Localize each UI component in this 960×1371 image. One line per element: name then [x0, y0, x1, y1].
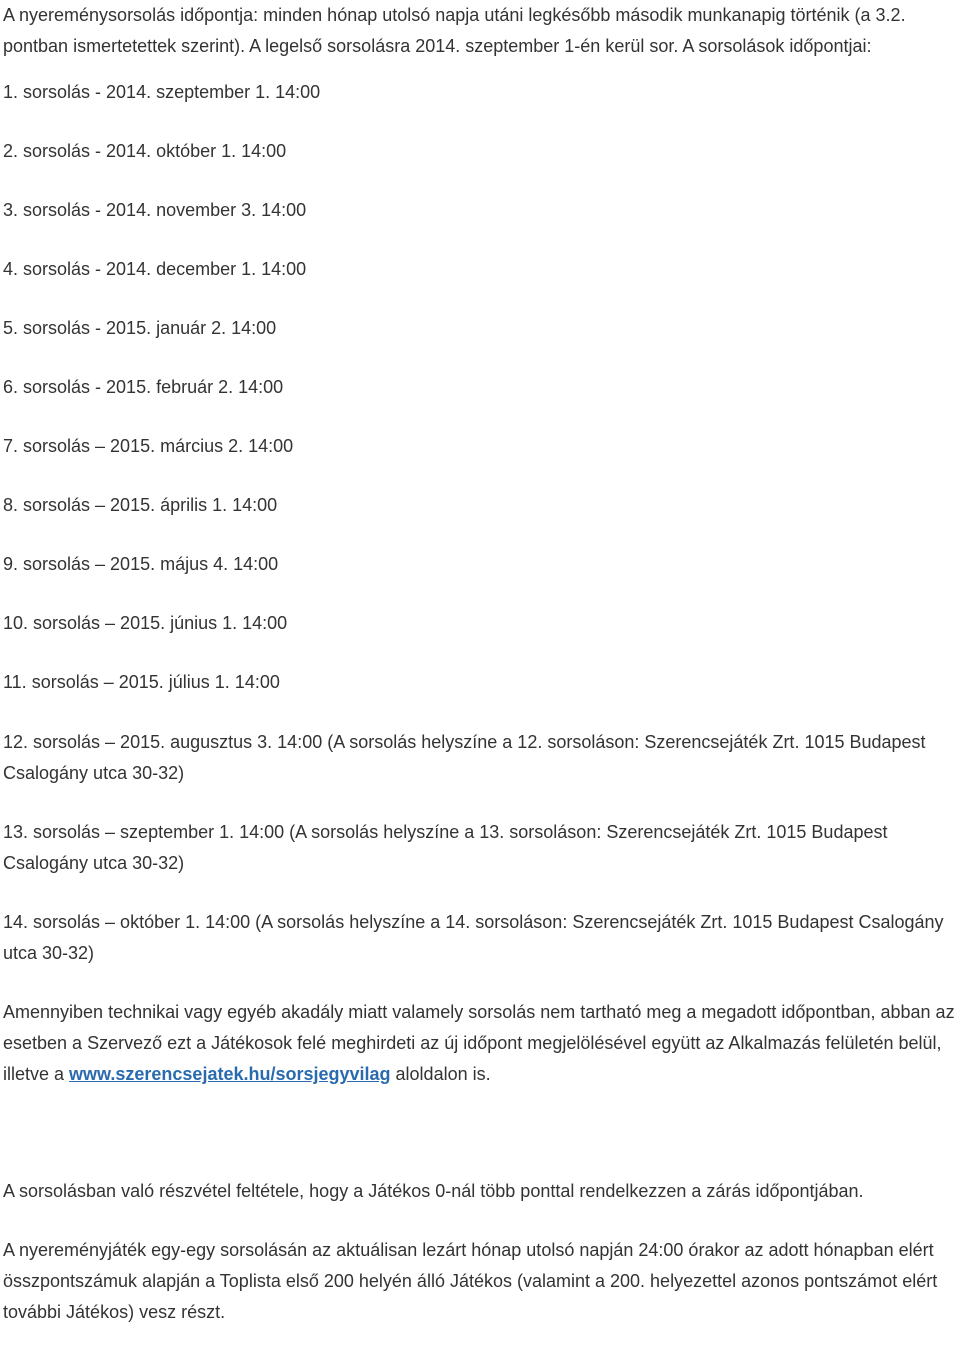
reschedule-paragraph	[3, 997, 958, 1090]
reschedule-text-before: Amennyiben technikai vagy egyéb akadály miatt valamely sorsolás nem tartható meg a megadott időpontban, abban az esetben a Szervező ezt a Játékosok felé meghirdeti az új időpont megjelölésével együtt az Alkalmazás felületén belül, illetve a	[3, 1002, 955, 1084]
intro-paragraph: A nyereménysorsolás időpontja: minden hónap utolsó napja utáni legkésőbb második munkanapig történik (a 3.2. pontban ismertetettek szerint). A legelső sorsolásra 2014. szeptember 1-én kerül sor. A sorsolások időpontjai:	[3, 5, 906, 56]
list-item: 10. sorsolás – 2015. június 1. 14:00	[3, 613, 288, 633]
list-item: 5. sorsolás - 2015. január 2. 14:00	[3, 318, 277, 338]
list-item: 12. sorsolás – 2015. augusztus 3. 14:00 (A sorsolás helyszíne a 12. sorsoláson: Szerencsejáték Zrt. 1015 Budapest Csalogány utca 30-32)	[3, 732, 926, 783]
participation-condition-paragraph: A sorsolásban való részvétel feltétele, hogy a Játékos 0-nál több ponttal rendelkezzen a zárás időpontjában.	[3, 1181, 864, 1201]
sorsjegyvilag-link[interactable]: www.szerencsejatek.hu/sorsjegyvilag	[69, 1064, 391, 1084]
list-item: 1. sorsolás - 2014. szeptember 1. 14:00	[3, 82, 321, 102]
list-item: 13. sorsolás – szeptember 1. 14:00 (A sorsolás helyszíne a 13. sorsoláson: Szerencsejáték Zrt. 1015 Budapest Csalogány utca 30-32)	[3, 822, 888, 873]
reschedule-text-after: aloldalon is.	[390, 1064, 491, 1084]
draw-schedule-list	[3, 78, 958, 969]
list-item: 6. sorsolás - 2015. február 2. 14:00	[3, 377, 284, 397]
list-item: 2. sorsolás - 2014. október 1. 14:00	[3, 141, 287, 161]
list-item: 14. sorsolás – október 1. 14:00 (A sorsolás helyszíne a 14. sorsoláson: Szerencsejáték Zrt. 1015 Budapest Csalogány utca 30-32)	[3, 912, 944, 963]
list-item: 4. sorsolás - 2014. december 1. 14:00	[3, 259, 307, 279]
document-page	[3, 0, 958, 1328]
list-item: 3. sorsolás - 2014. november 3. 14:00	[3, 200, 307, 220]
list-item: 8. sorsolás – 2015. április 1. 14:00	[3, 495, 278, 515]
toplist-paragraph: A nyereményjáték egy-egy sorsolásán az aktuálisan lezárt hónap utolsó napján 24:00 órakor az adott hónapban elért összpontszámuk alapján a Toplista első 200 helyén álló Játékos (valamint a 200. helyezettel azonos pontszámot elért további Játékos) vesz részt.	[3, 1240, 938, 1322]
list-item: 11. sorsolás – 2015. július 1. 14:00	[3, 672, 280, 692]
list-item: 9. sorsolás – 2015. május 4. 14:00	[3, 554, 279, 574]
list-item: 7. sorsolás – 2015. március 2. 14:00	[3, 436, 294, 456]
